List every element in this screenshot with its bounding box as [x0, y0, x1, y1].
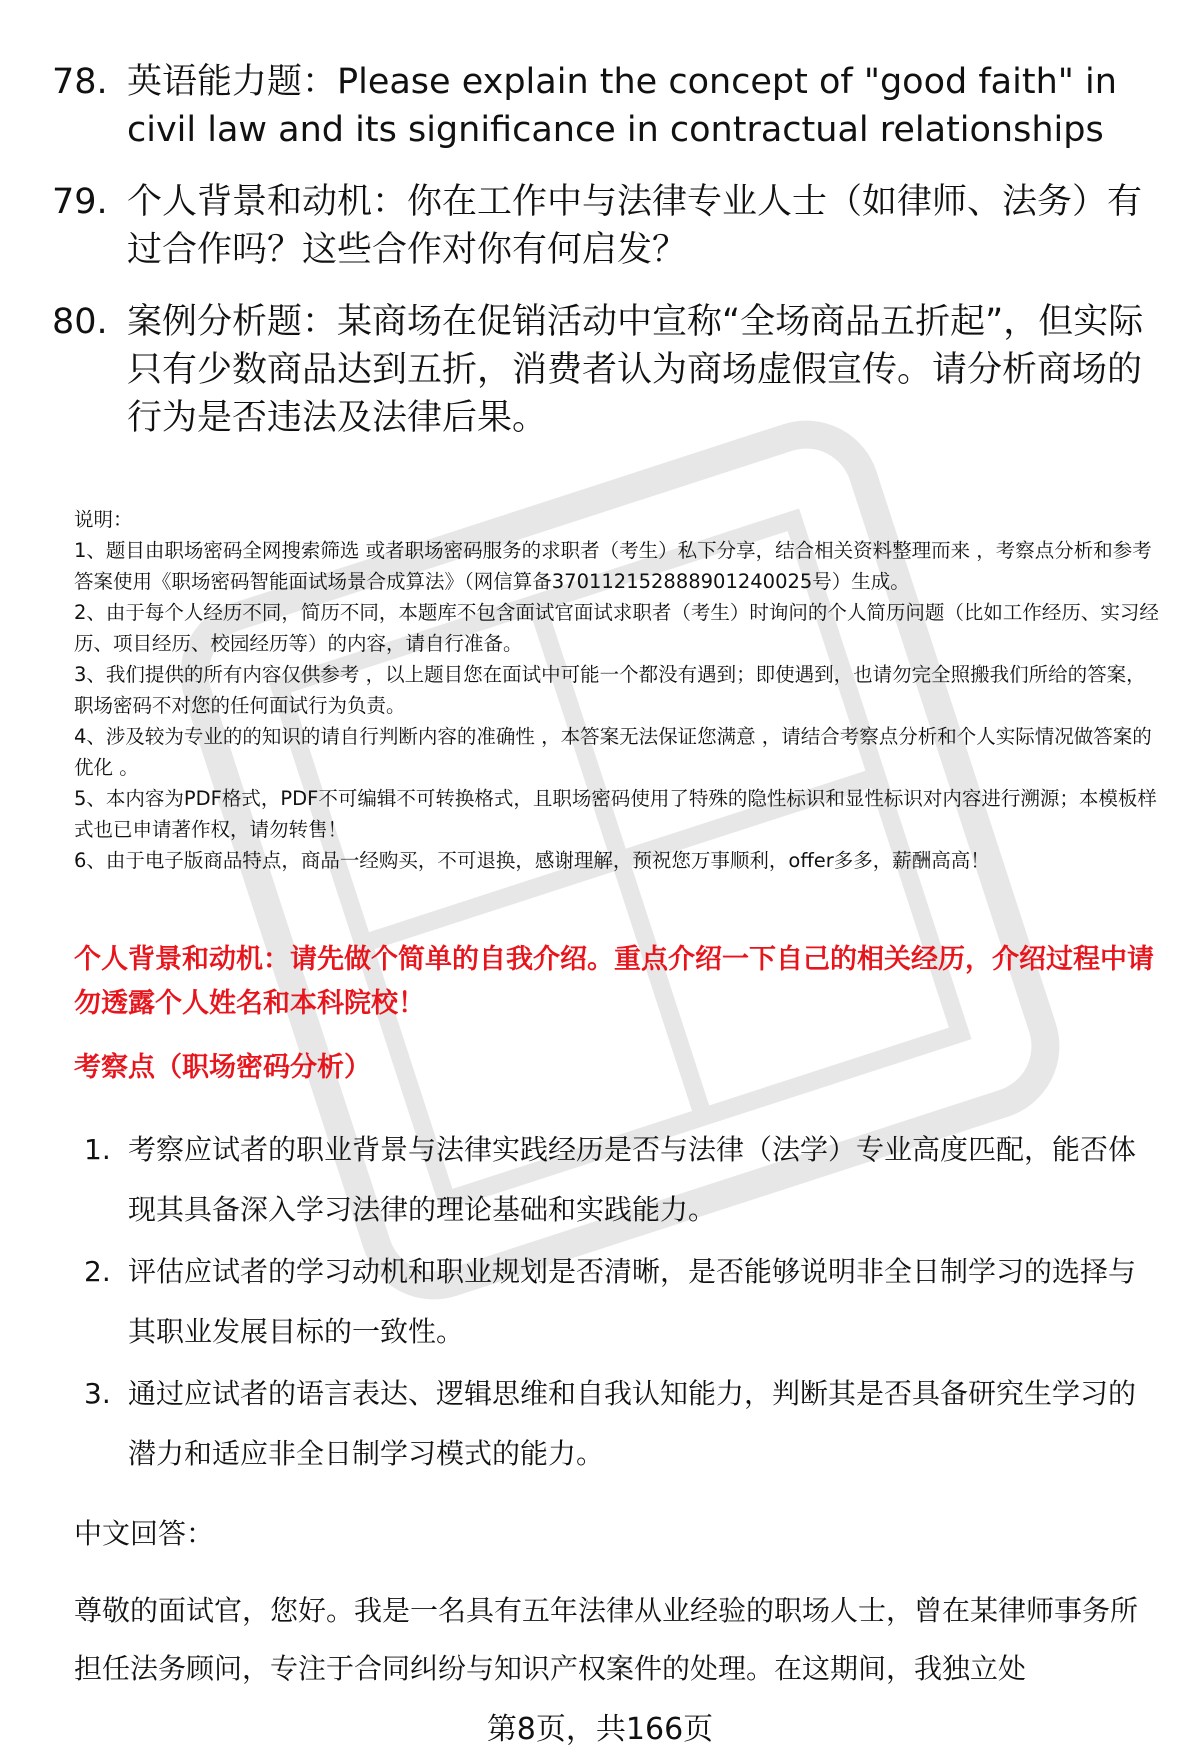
- page-number: 第8页，共166页: [486, 1712, 714, 1747]
- question-item: [52, 178, 1152, 274]
- question-text: 个人背景和动机：你在工作中与法律专业人士（如律师、法务）有过合作吗？这些合作对你有何启发？: [127, 182, 1143, 270]
- question-text: 案例分析题：某商场在促销活动中宣称“全场商品五折起”，但实际只有少数商品达到五折，消费者认为商场虚假宣传。请分析商场的行为是否违法及法律后果。: [127, 302, 1144, 438]
- focus-point-number: 3.: [84, 1377, 111, 1410]
- interview-prompt: 个人背景和动机：请先做个简单的自我介绍。重点介绍一下自己的相关经历，介绍过程中请勿透露个人姓名和本科院校！: [74, 944, 1154, 1019]
- focus-point-number: 2.: [84, 1255, 111, 1288]
- question-number: 79.: [52, 182, 108, 222]
- focus-title: 考察点（职场密码分析）: [74, 1052, 371, 1083]
- question-item: [52, 298, 1152, 442]
- answer-label: 中文回答：: [74, 1517, 215, 1550]
- focus-point-text: 评估应试者的学习动机和职业规划是否清晰，是否能够说明非全日制学习的选择与其职业发展目标的一致性。: [128, 1255, 1137, 1348]
- question-number: 80.: [52, 302, 108, 342]
- note-item: 4、涉及较为专业的的知识的请自行判断内容的准确性 ，本答案无法保证您满意 ，请结合考察点分析和个人实际情况做答案的优化 。: [74, 725, 1152, 779]
- focus-point-text: 考察应试者的职业背景与法律实践经历是否与法律（法学）专业高度匹配，能否体现其具备深入学习法律的理论基础和实践能力。: [128, 1133, 1137, 1226]
- focus-point-number: 1.: [84, 1133, 111, 1166]
- answer-body: 尊敬的面试官，您好。我是一名具有五年法律从业经验的职场人士，曾在某律师事务所担任法务顾问，专注于合同纠纷与知识产权案件的处理。在这期间，我独立处: [74, 1594, 1139, 1685]
- question-number: 78.: [52, 62, 108, 102]
- notes-section: [74, 504, 1164, 876]
- focus-point: [84, 1364, 1154, 1484]
- note-item: 6、由于电子版商品特点，商品一经购买，不可退换，感谢理解，预祝您万事顺利，offer多多，薪酬高高！: [74, 849, 990, 872]
- focus-point: [84, 1242, 1154, 1362]
- focus-point-text: 通过应试者的语言表达、逻辑思维和自我认知能力，判断其是否具备研究生学习的潜力和适应非全日制学习模式的能力。: [128, 1377, 1137, 1470]
- note-item: 1、题目由职场密码全网搜索筛选 或者职场密码服务的求职者（考生）私下分享，结合相关资料整理而来 ，考察点分析和参考答案使用《职场密码智能面试场景合成算法》（网信算备370112152888901240025号）生成。: [74, 539, 1152, 593]
- note-item: 5、本内容为PDF格式，PDF不可编辑不可转换格式，且职场密码使用了特殊的隐性标识和显性标识对内容进行溯源；本模板样式也已申请著作权，请勿转售！: [74, 787, 1157, 841]
- question-item: [52, 58, 1152, 154]
- notes-title: 说明：: [74, 508, 133, 531]
- focus-points-list: [84, 1120, 1154, 1486]
- focus-point: [84, 1120, 1154, 1240]
- question-text: 英语能力题：Please explain the concept of "good faith" in civil law and its significance in contractual relationships: [127, 62, 1117, 150]
- note-item: 3、我们提供的所有内容仅供参考 ，以上题目您在面试中可能一个都没有遇到；即使遇到，也请勿完全照搬我们所给的答案，职场密码不对您的任何面试行为负责。: [74, 663, 1146, 717]
- note-item: 2、由于每个人经历不同，简历不同，本题库不包含面试官面试求职者（考生）时询问的个人简历问题（比如工作经历、实习经历、项目经历、校园经历等）的内容，请自行准备。: [74, 601, 1159, 655]
- question-list: [52, 58, 1152, 466]
